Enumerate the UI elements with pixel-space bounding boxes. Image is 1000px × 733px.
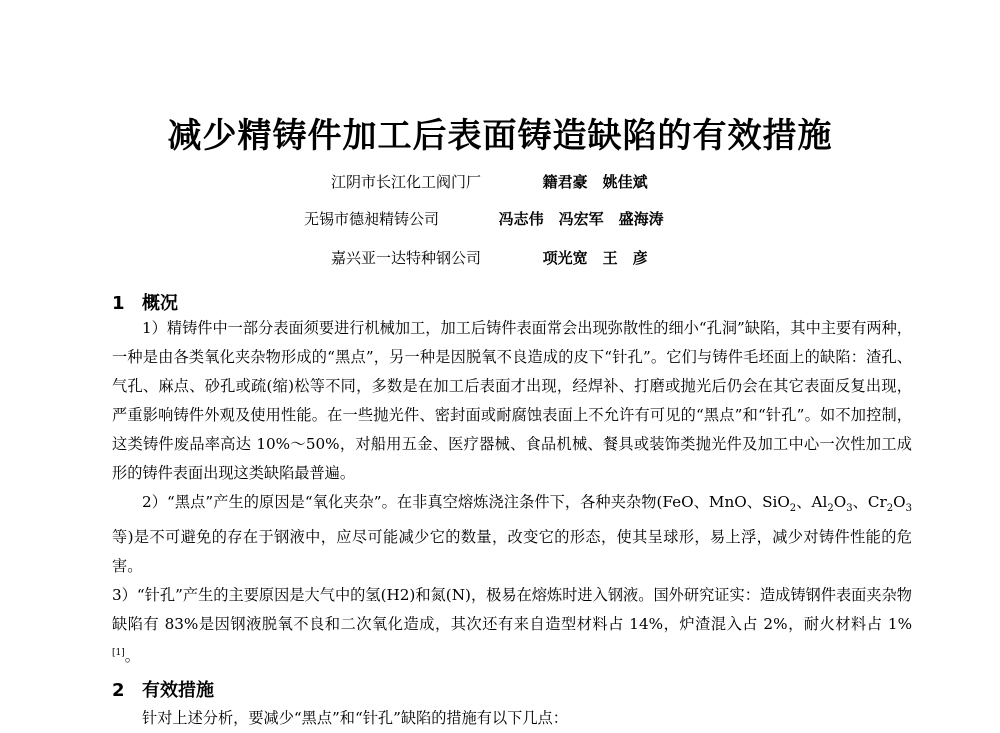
body-text [112,314,912,671]
section-number: 1 [112,293,125,314]
citation-ref: [1] [112,648,125,659]
body-text-2 [112,704,912,733]
affiliation-1 [331,171,648,192]
section-heading-2 [112,676,214,702]
paragraph-3: 3）“针孔”产生的主要原因是大气中的氢(H2)和氮(N)，极易在熔炼时进入钢液。国外研究证实：造成铸钢件表面夹杂物缺陷有 83%是因钢液脱氧不良和二次氧化造成，其次还有来自造型材料占 14%，炉渣混入占 2%，耐火材料占 1%[1]。 [112,586,912,666]
paragraph-1: 1）精铸件中一部分表面须要进行机械加工，加工后铸件表面常会出现弥散性的细小“孔洞”缺陷，其中主要有两种，一种是由各类氧化夹杂物形成的“黑点”，另一种是因脱氧不良造成的皮下“针孔”。它们与铸件毛坯面上的缺陷：渣孔、气孔、麻点、砂孔或疏(缩)松等不同，多数是在加工后表面才出现，经焊补、打磨或抛光后仍会在其它表面反复出现，严重影响铸件外观及使用性能。在一些抛光件、密封面或耐腐蚀表面上不允许有可见的“黑点”和“针孔”。如不加控制，这类铸件废品率高达 10%～50%，对船用五金、医疗器械、食品机械、餐具或装饰类抛光件及加工中心一次性加工成形的铸件表面出现这类缺陷最普遍。 [112,319,912,482]
paragraph-4: 针对上述分析，要减少“黑点”和“针孔”缺陷的措施有以下几点： [142,709,568,727]
section-title: 有效措施 [142,680,214,701]
section-number: 2 [112,680,125,701]
section-heading-1 [112,289,178,315]
affiliation-org: 无锡市德昶精铸公司 [304,210,440,228]
affiliation-2 [304,208,664,229]
paragraph-2: 2）“黑点”产生的原因是“氧化夹杂”。在非真空熔炼浇注条件下，各种夹杂物(FeO、MnO、SiO$_2$、$Al_2O_3$、$Cr_2O_3$等)是不可避免的存在于钢液中，应尽可能减少它的数量，改变它的形态，使其呈球形，易上浮，减少对铸件性能的危害。 [112,493,912,576]
affiliation-authors: 冯志伟 冯宏军 盛海涛 [498,210,664,228]
affiliation-3 [331,247,648,268]
section-title: 概况 [142,293,178,314]
paper-title: 减少精铸件加工后表面铸造缺陷的有效措施 [167,116,833,156]
affiliation-authors: 项光宽 王 彦 [542,249,648,267]
affiliation-authors: 籍君豪 姚佳斌 [542,173,648,191]
affiliation-org: 嘉兴亚一达特种钢公司 [331,249,482,267]
affiliation-org: 江阴市长江化工阀门厂 [331,173,482,191]
